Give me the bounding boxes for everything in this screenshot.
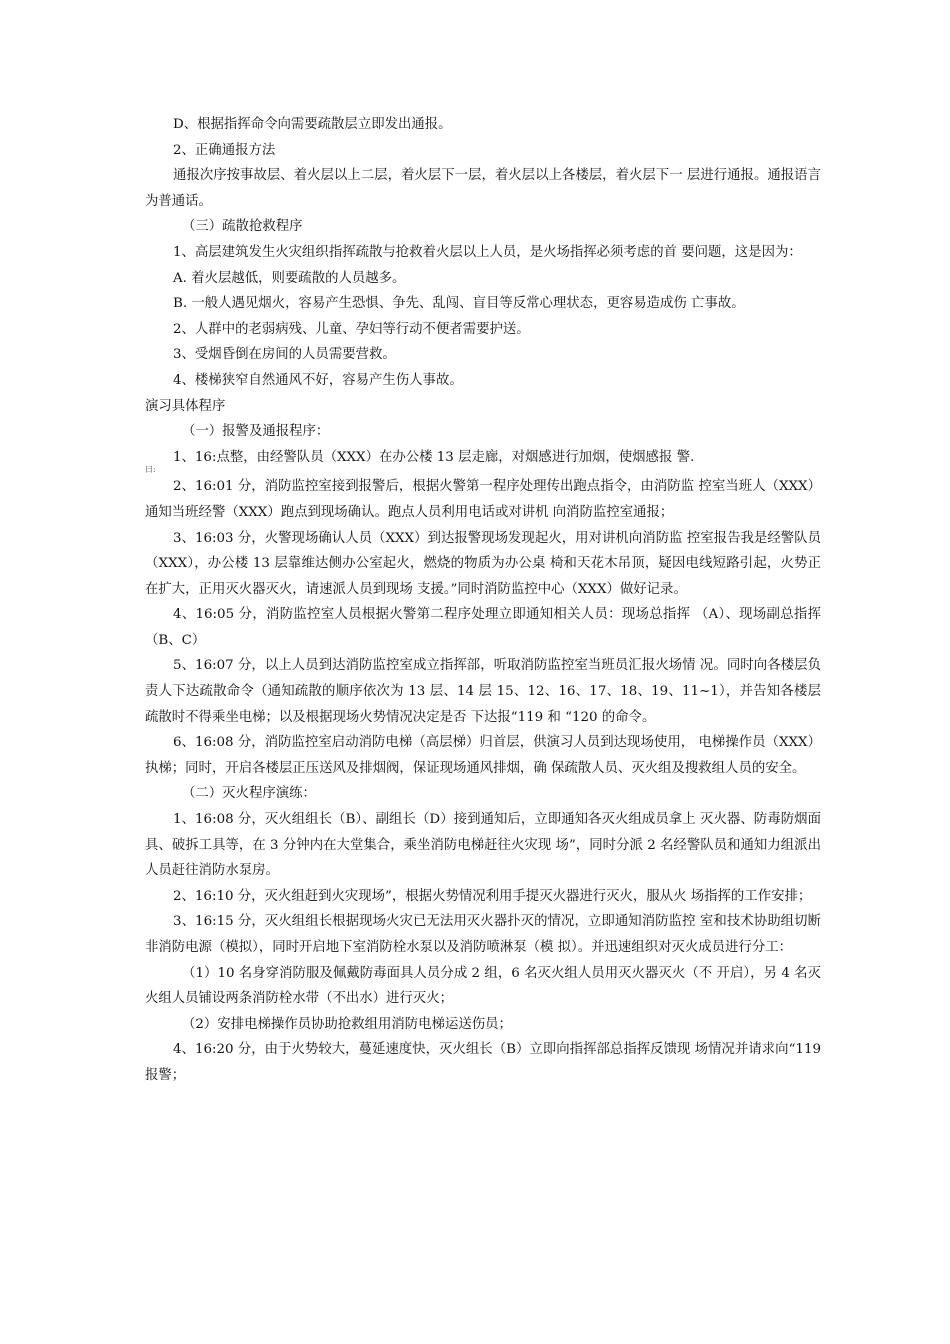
paragraph-fire-4: 4、16:20 分，由于火势较大，蔓延速度快，灭火组长（B）立即向指挥部总指挥反馈现 场情况并请求向“119 报警； bbox=[145, 1042, 821, 1083]
paragraph-evacuation-3: 3、受烟昏倒在房间的人员需要营救。 bbox=[173, 347, 396, 363]
paragraph-fire-3-sub-1: （1）10 名身穿消防服及佩戴防毒面具人员分成 2 组，6 名灭火组人员用灭火器灭火（不 开启），另 4 名灭火组人员铺设两条消防栓水带（不出水）进行灭火； bbox=[145, 965, 821, 1007]
paragraph-alarm-1: 1、16:点整，由经警队员（XXX）在办公楼 13 层走廊，对烟感进行加烟，使烟感报 警. bbox=[173, 449, 695, 465]
paragraph-heading-method: 2、正确通报方法 bbox=[173, 142, 276, 158]
section-heading-drill-procedure: 演习具体程序 bbox=[145, 398, 226, 414]
stray-mark: 曰: bbox=[145, 465, 156, 475]
document-page bbox=[145, 112, 821, 1089]
section-heading-evacuation: （三）疏散抢救程序 bbox=[182, 219, 303, 235]
paragraph-evacuation-4: 4、楼梯狭窄自然通风不好，容易产生伤人事故。 bbox=[173, 372, 463, 388]
paragraph-evacuation-2: 2、人群中的老弱病残、儿童、孕妇等行动不便者需要护送。 bbox=[173, 321, 530, 337]
paragraph-notify-order: 通报次序按事故层、着火层以上二层，着火层下一层，着火层以上各楼层，着火层下一 层进行通报。通报语言为普通话。 bbox=[145, 168, 821, 209]
paragraph-fire-1: 1、16:08 分，灭火组组长（B）、副组长（D）接到通知后，立即通知各灭火组成员拿上 灭火器、防毒防烟面具、破拆工具等，在 3 分钟内在大堂集合，乘坐消防电梯赶往火灾现 场”，同时分派 2 名经警队员和通知力组派出人员赶往消防水泵房。 bbox=[145, 812, 821, 879]
paragraph-alarm-5: 5、16:07 分，以上人员到达消防监控室成立指挥部，听取消防监控室当班员汇报火场情 况。同时向各楼层负责人下达疏散命令（通知疏散的顺序依次为 13 层、14 层 15、12、16、17、18、19、11~1），并告知各楼层疏散时不得乘坐电梯；以及根据现场火势情况决定是否 下达报“119 和 “120 的命令。 bbox=[145, 658, 821, 725]
section-heading-firefighting: （二）灭火程序演练： bbox=[182, 786, 316, 802]
paragraph-alarm-4: 4、16:05 分，消防监控室人员根据火警第二程序处理立即通知相关人员：现场总指挥 （A）、现场副总指挥（B、C） bbox=[145, 607, 821, 648]
paragraph-fire-3-sub-2: （2）安排电梯操作员协助抢救组用消防电梯运送伤员； bbox=[182, 1016, 512, 1032]
paragraph-alarm-2: 2、16:01 分，消防监控室接到报警后，根据火警第一程序处理传出跑点指令，由消防监 控室当班人（XXX）通知当班经警（XXX）跑点到现场确认。跑点人员利用电话或对讲机 向消防监控室通报； bbox=[145, 479, 821, 520]
paragraph-evacuation-b: B. 一般人遇见烟火，容易产生恐惧、争先、乱闯、盲目等反常心理状态，更容易造成伤 亡事故。 bbox=[173, 296, 745, 312]
paragraph-evacuation-a: A. 着火层越低，则要疏散的人员越多。 bbox=[173, 270, 406, 286]
paragraph-alarm-6: 6、16:08 分，消防监控室启动消防电梯（高层梯）归首层，供演习人员到达现场使用， 电梯操作员（XXX）执梯；同时，开启各楼层正压送风及排烟阀，保证现场通风排烟，确 保疏散人员、灭火组及搜救组人员的安全。 bbox=[145, 735, 821, 776]
paragraph-d-notify: D、根据指挥命令向需要疏散层立即发出通报。 bbox=[173, 117, 452, 132]
section-heading-alarm: （一）报警及通报程序： bbox=[182, 424, 330, 440]
paragraph-fire-2: 2、16:10 分，灭火组赶到火灾现场”，根据火势情况利用手提灭火器进行灭火，服从火 场指挥的工作安排； bbox=[173, 888, 812, 904]
paragraph-alarm-3: 3、16:03 分，火警现场确认人员（XXX）到达报警现场发现起火，用对讲机向消防监 控室报告我是经警队员（XXX），办公楼 13 层靠维达侧办公室起火，燃烧的物质为办公桌 椅和天花木吊顶，疑因电线短路引起，火势正在扩大，正用灭火器灭火，请速派人员到现场 支援。”同时消防监控中心（XXX）做好记录。 bbox=[145, 530, 821, 597]
paragraph-evacuation-1: 1、高层建筑发生火灾组织指挥疏散与抢救着火层以上人员，是火场指挥必须考虑的首 要问题，这是因为： bbox=[173, 244, 802, 260]
paragraph-fire-3: 3、16:15 分，灭火组组长根据现场火灾已无法用灭火器扑灭的情况，立即通知消防监控 室和技术协助组切断非消防电源（模拟），同时开启地下室消防栓水泵以及消防喷淋泵（模 拟）。并迅速组织对灭火成员进行分工： bbox=[145, 914, 821, 955]
